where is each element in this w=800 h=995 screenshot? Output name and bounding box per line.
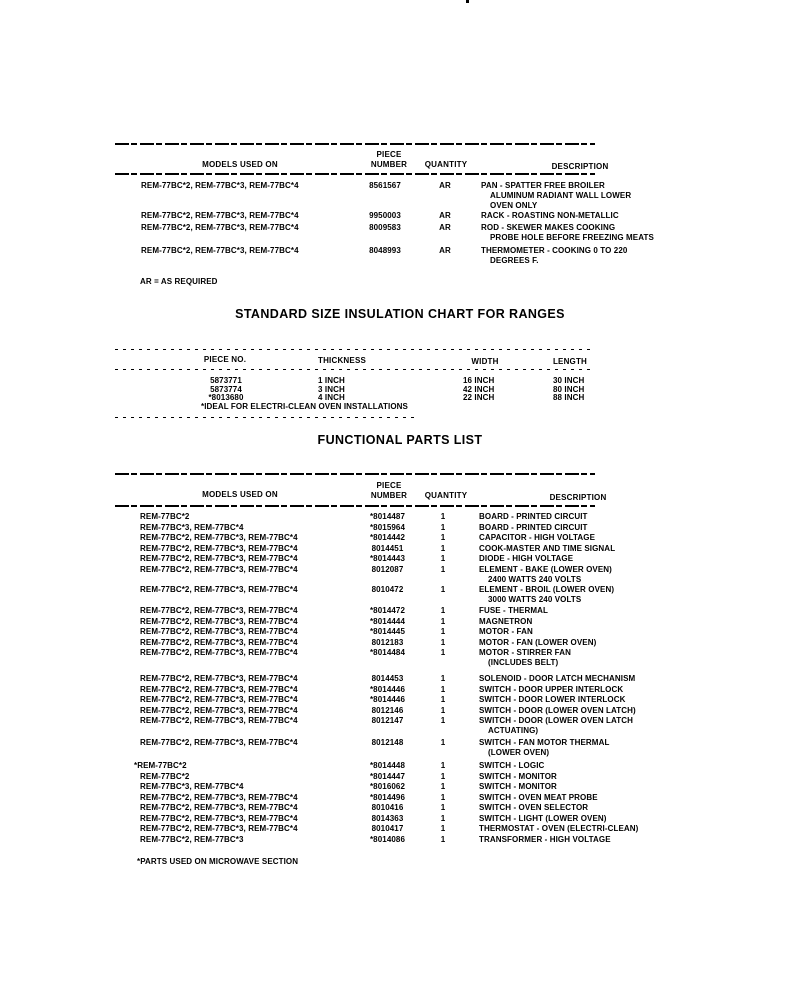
header-quantity: QUANTITY xyxy=(424,491,468,500)
cell-description: PAN - SPATTER FREE BROILER xyxy=(481,181,605,190)
cell-quantity: 1 xyxy=(440,512,446,521)
cell-piece-number: 8010472 xyxy=(371,585,404,594)
header-length: LENGTH xyxy=(552,357,588,366)
cell-width: 42 INCH xyxy=(463,384,495,394)
cell-models: REM-77BC*2, REM-77BC*3, REM-77BC*4 xyxy=(140,616,298,626)
cell-description: THERMOMETER - COOKING 0 TO 220 xyxy=(481,246,628,255)
cell-models: REM-77BC*2, REM-77BC*3, REM-77BC*4 xyxy=(140,606,298,615)
cell-quantity: 1 xyxy=(440,627,446,636)
cell-models: REM-77BC*3, REM-77BC*4 xyxy=(140,522,244,532)
cell-quantity: 1 xyxy=(440,564,446,574)
cell-models: REM-77BC*2, REM-77BC*3, REM-77BC*4 xyxy=(141,181,299,190)
cell-piece-number: *8014442 xyxy=(369,533,406,542)
header-piece-line2: NUMBER xyxy=(370,491,408,500)
cell-quantity: 1 xyxy=(440,705,446,715)
cell-piece-number: *8014086 xyxy=(369,834,406,844)
cell-piece-number: 8561567 xyxy=(369,181,401,190)
cell-length: 30 INCH xyxy=(553,376,585,385)
cell-quantity: 1 xyxy=(440,813,446,823)
table-rule-bottom xyxy=(115,417,415,418)
cell-width: 16 INCH xyxy=(463,376,495,385)
cell-thickness: 4 INCH xyxy=(318,393,345,402)
cell-description: COOK-MASTER AND TIME SIGNAL xyxy=(479,543,616,553)
cell-thickness: 1 INCH xyxy=(318,376,345,385)
cell-description: FUSE - THERMAL xyxy=(479,606,548,615)
cell-piece-number: 8014451 xyxy=(371,543,404,553)
cell-piece-number: 8010417 xyxy=(371,824,404,833)
cell-piece-number: *8014487 xyxy=(369,512,406,521)
footnote: *PARTS USED ON MICROWAVE SECTION xyxy=(137,857,299,866)
cell-models: REM-77BC*2, REM-77BC*3, REM-77BC*4 xyxy=(140,716,298,725)
cell-models: REM-77BC*2, REM-77BC*3, REM-77BC*4 xyxy=(140,533,298,542)
cell-models: REM-77BC*2, REM-77BC*3, REM-77BC*4 xyxy=(140,684,298,694)
cell-length: 80 INCH xyxy=(553,384,585,394)
cell-description-continued: ACTUATING) xyxy=(488,726,539,736)
cell-quantity: 1 xyxy=(440,522,446,532)
cell-description: MOTOR - FAN xyxy=(479,627,533,636)
cell-piece-number: 8012146 xyxy=(371,705,404,715)
cell-models: *REM-77BC*2 xyxy=(134,761,187,770)
cell-quantity: 1 xyxy=(440,684,446,694)
cell-quantity: AR xyxy=(439,223,451,232)
table-rule-header xyxy=(115,369,590,370)
cell-description: SWITCH - LOGIC xyxy=(479,761,545,770)
cell-piece-number: 8012147 xyxy=(371,716,404,725)
cell-piece-number: *8014446 xyxy=(369,684,406,694)
cell-description-continued: PROBE HOLE BEFORE FREEZING MEATS xyxy=(490,233,654,243)
cell-piece-number: *8015964 xyxy=(369,522,406,532)
cell-models: REM-77BC*3, REM-77BC*4 xyxy=(140,782,244,791)
cell-models: REM-77BC*2, REM-77BC*3, REM-77BC*4 xyxy=(141,223,299,232)
cell-quantity: 1 xyxy=(440,606,446,615)
cell-description: MOTOR - FAN (LOWER OVEN) xyxy=(479,637,597,647)
cell-description-continued: 2400 WATTS 240 VOLTS xyxy=(488,574,582,584)
cell-models: REM-77BC*2, REM-77BC*3, REM-77BC*4 xyxy=(140,824,298,833)
cell-quantity: 1 xyxy=(440,761,446,770)
cell-quantity: 1 xyxy=(440,674,446,683)
cell-piece-number: *8014472 xyxy=(369,606,406,615)
header-piece-no: PIECE NO. xyxy=(203,355,247,364)
cell-description: SOLENOID - DOOR LATCH MECHANISM xyxy=(479,674,636,683)
cell-description: SWITCH - DOOR (LOWER OVEN LATCH) xyxy=(479,705,636,715)
cell-models: REM-77BC*2, REM-77BC*3 xyxy=(140,834,244,844)
cell-quantity: AR xyxy=(439,181,451,190)
cell-description: MOTOR - STIRRER FAN xyxy=(479,648,571,657)
cell-models: REM-77BC*2, REM-77BC*3, REM-77BC*4 xyxy=(140,564,298,574)
cell-quantity: 1 xyxy=(440,792,446,802)
cell-models: REM-77BC*2, REM-77BC*3, REM-77BC*4 xyxy=(140,627,298,636)
footnote: AR = AS REQUIRED xyxy=(140,277,218,286)
cell-models: REM-77BC*2, REM-77BC*3, REM-77BC*4 xyxy=(140,705,298,715)
cell-models: REM-77BC*2, REM-77BC*3, REM-77BC*4 xyxy=(140,543,298,553)
cell-description-continued: DEGREES F. xyxy=(490,256,539,266)
cell-piece-number: *8014447 xyxy=(369,771,406,781)
cell-description: SWITCH - DOOR (LOWER OVEN LATCH xyxy=(479,716,634,725)
header-piece-line1: PIECE xyxy=(376,150,402,159)
cell-models: REM-77BC*2, REM-77BC*3, REM-77BC*4 xyxy=(140,637,298,647)
cell-quantity: AR xyxy=(439,246,451,255)
cell-quantity: 1 xyxy=(440,543,446,553)
cell-models: REM-77BC*2 xyxy=(140,771,190,781)
cell-models: REM-77BC*2, REM-77BC*3, REM-77BC*4 xyxy=(140,674,298,683)
cell-piece-number: *8016062 xyxy=(369,782,406,791)
cell-models: REM-77BC*2, REM-77BC*3, REM-77BC*4 xyxy=(141,246,299,255)
cell-quantity: AR xyxy=(439,211,451,220)
cell-description-continued: (INCLUDES BELT) xyxy=(488,658,559,668)
table-rule-top xyxy=(115,349,590,350)
cell-description: SWITCH - OVEN MEAT PROBE xyxy=(479,792,598,802)
cell-piece-number: 9950003 xyxy=(369,211,401,220)
cell-description-continued: (LOWER OVEN) xyxy=(488,748,550,758)
cell-description: SWITCH - FAN MOTOR THERMAL xyxy=(479,738,610,747)
cell-quantity: 1 xyxy=(440,533,446,542)
header-models: MODELS USED ON xyxy=(202,490,278,499)
cell-thickness: 3 INCH xyxy=(318,384,345,394)
cell-piece-number: *8014484 xyxy=(369,648,406,657)
header-width: WIDTH xyxy=(471,357,499,366)
cell-piece-number: *8014446 xyxy=(369,695,406,704)
cell-piece-number: 8012148 xyxy=(371,738,404,747)
section-title: FUNCTIONAL PARTS LIST xyxy=(317,433,483,447)
cell-models: REM-77BC*2, REM-77BC*3, REM-77BC*4 xyxy=(140,803,298,812)
cell-models: REM-77BC*2, REM-77BC*3, REM-77BC*4 xyxy=(140,695,298,704)
cell-description: CAPACITOR - HIGH VOLTAGE xyxy=(479,533,596,542)
cell-piece-number: *8014443 xyxy=(369,554,406,563)
cell-piece-no: 5873771 xyxy=(210,376,242,385)
cell-description: MAGNETRON xyxy=(479,616,533,626)
cell-description: RACK - ROASTING NON-METALLIC xyxy=(481,211,619,220)
cell-models: REM-77BC*2 xyxy=(140,512,190,521)
cell-quantity: 1 xyxy=(440,824,446,833)
cell-description: SWITCH - OVEN SELECTOR xyxy=(479,803,589,812)
footnote: *IDEAL FOR ELECTRI-CLEAN OVEN INSTALLATIONS xyxy=(201,402,408,411)
scan-mark xyxy=(466,0,469,3)
header-thickness: THICKNESS xyxy=(317,356,367,365)
cell-models: REM-77BC*2, REM-77BC*3, REM-77BC*4 xyxy=(140,554,298,563)
cell-piece-number: *8014445 xyxy=(369,627,406,636)
cell-models: REM-77BC*2, REM-77BC*3, REM-77BC*4 xyxy=(140,813,298,823)
header-piece-line2: NUMBER xyxy=(370,160,408,169)
cell-width: 22 INCH xyxy=(463,393,495,402)
cell-quantity: 1 xyxy=(440,771,446,781)
cell-piece-no: 5873774 xyxy=(210,384,242,394)
cell-piece-number: 8048993 xyxy=(369,246,401,255)
header-description: DESCRIPTION xyxy=(551,162,609,171)
header-models: MODELS USED ON xyxy=(202,160,278,169)
cell-models: REM-77BC*2, REM-77BC*3, REM-77BC*4 xyxy=(140,738,298,747)
cell-description: THERMOSTAT - OVEN (ELECTRI-CLEAN) xyxy=(479,824,639,833)
cell-quantity: 1 xyxy=(440,782,446,791)
cell-quantity: 1 xyxy=(440,585,446,594)
cell-description: DIODE - HIGH VOLTAGE xyxy=(479,554,574,563)
cell-piece-number: *8014496 xyxy=(369,792,406,802)
cell-description-continued: 3000 WATTS 240 VOLTS xyxy=(488,595,582,605)
cell-quantity: 1 xyxy=(440,716,446,725)
cell-description: BOARD - PRINTED CIRCUIT xyxy=(479,522,588,532)
table-rule-header xyxy=(115,505,595,507)
table-rule-header xyxy=(115,173,595,175)
cell-description: TRANSFORMER - HIGH VOLTAGE xyxy=(479,834,611,844)
cell-quantity: 1 xyxy=(440,648,446,657)
cell-piece-number: 8012087 xyxy=(371,564,404,574)
cell-piece-number: 8014363 xyxy=(371,813,404,823)
cell-piece-number: 8010416 xyxy=(371,803,404,812)
cell-description: SWITCH - DOOR LOWER INTERLOCK xyxy=(479,695,626,704)
cell-models: REM-77BC*2, REM-77BC*3, REM-77BC*4 xyxy=(140,792,298,802)
cell-piece-number: 8012183 xyxy=(371,637,404,647)
cell-description-continued: OVEN ONLY xyxy=(490,201,538,211)
cell-description: ROD - SKEWER MAKES COOKING xyxy=(481,223,616,232)
table-rule-top xyxy=(115,473,595,475)
cell-quantity: 1 xyxy=(440,637,446,647)
cell-quantity: 1 xyxy=(440,834,446,844)
cell-piece-no: *8013680 xyxy=(208,393,244,402)
cell-quantity: 1 xyxy=(440,803,446,812)
cell-models: REM-77BC*2, REM-77BC*3, REM-77BC*4 xyxy=(141,211,299,220)
cell-models: REM-77BC*2, REM-77BC*3, REM-77BC*4 xyxy=(140,585,298,594)
cell-description: BOARD - PRINTED CIRCUIT xyxy=(479,512,588,521)
cell-models: REM-77BC*2, REM-77BC*3, REM-77BC*4 xyxy=(140,648,298,657)
table-rule-top xyxy=(115,143,595,145)
cell-description: ELEMENT - BAKE (LOWER OVEN) xyxy=(479,564,612,574)
cell-quantity: 1 xyxy=(440,695,446,704)
section-title: STANDARD SIZE INSULATION CHART FOR RANGES xyxy=(235,307,565,321)
cell-description: SWITCH - MONITOR xyxy=(479,782,557,791)
header-description: DESCRIPTION xyxy=(549,493,607,502)
header-quantity: QUANTITY xyxy=(424,160,468,169)
cell-quantity: 1 xyxy=(440,738,446,747)
cell-length: 88 INCH xyxy=(553,393,585,402)
cell-description-continued: ALUMINUM RADIANT WALL LOWER xyxy=(490,191,632,201)
cell-piece-number: 8014453 xyxy=(371,674,404,683)
header-piece-line1: PIECE xyxy=(376,481,402,490)
cell-piece-number: 8009583 xyxy=(369,223,401,232)
cell-piece-number: *8014448 xyxy=(369,761,406,770)
cell-description: SWITCH - MONITOR xyxy=(479,771,557,781)
cell-quantity: 1 xyxy=(440,554,446,563)
cell-quantity: 1 xyxy=(440,616,446,626)
cell-description: ELEMENT - BROIL (LOWER OVEN) xyxy=(479,585,615,594)
cell-piece-number: *8014444 xyxy=(369,616,406,626)
cell-description: SWITCH - DOOR UPPER INTERLOCK xyxy=(479,684,624,694)
cell-description: SWITCH - LIGHT (LOWER OVEN) xyxy=(479,813,607,823)
